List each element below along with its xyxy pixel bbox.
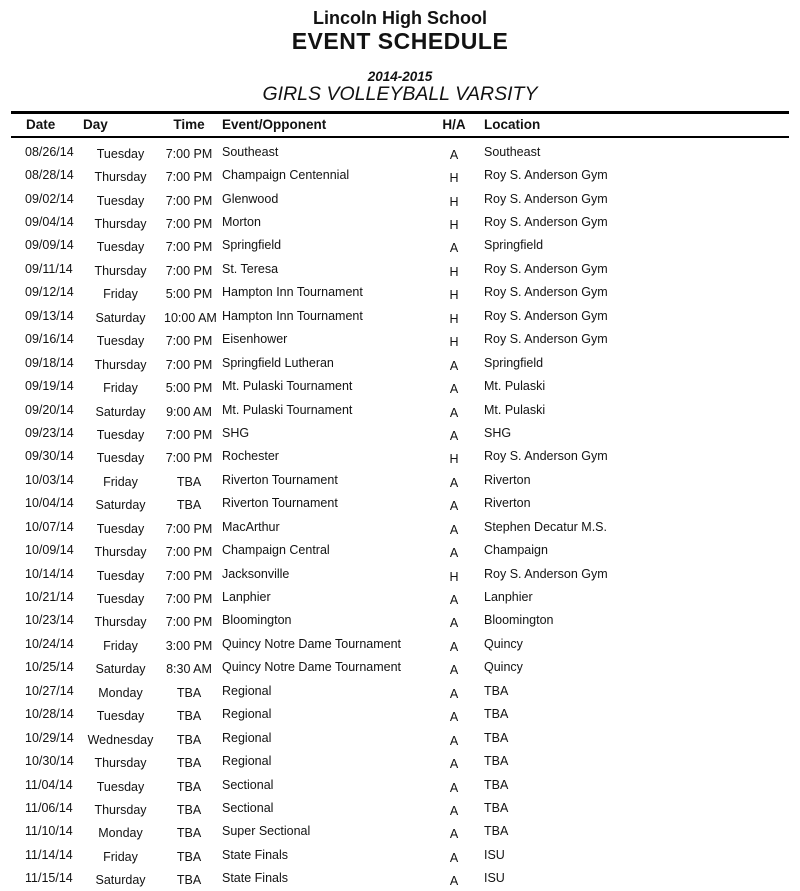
event-cell: Champaign Centennial bbox=[222, 168, 350, 183]
table-header-row bbox=[0, 114, 800, 136]
location-cell: TBA bbox=[484, 683, 509, 698]
event-cell: Riverton Tournament bbox=[222, 472, 338, 487]
event-cell: Springfield bbox=[222, 238, 282, 253]
ha-cell: A bbox=[449, 616, 459, 631]
date-cell: 09/16/14 bbox=[25, 332, 74, 347]
event-cell: Bloomington bbox=[222, 613, 292, 628]
location-cell: Southeast bbox=[484, 144, 541, 159]
table-row bbox=[0, 234, 800, 257]
table-row bbox=[0, 562, 800, 585]
day-cell: Tuesday bbox=[96, 193, 145, 208]
date-cell: 10/04/14 bbox=[25, 496, 74, 511]
event-cell: SHG bbox=[222, 425, 250, 440]
location-cell: TBA bbox=[484, 777, 509, 792]
event-cell: Champaign Central bbox=[222, 543, 330, 558]
time-cell: TBA bbox=[176, 685, 202, 700]
ha-cell: A bbox=[449, 850, 459, 865]
table-row bbox=[0, 421, 800, 444]
ha-cell: A bbox=[449, 241, 459, 256]
ha-cell: H bbox=[449, 264, 459, 279]
time-cell: 7:00 PM bbox=[165, 451, 213, 466]
ha-cell: A bbox=[449, 405, 459, 420]
time-cell: 7:00 PM bbox=[165, 217, 213, 232]
schedule-rows bbox=[0, 138, 800, 890]
day-cell: Thursday bbox=[94, 802, 147, 817]
table-row bbox=[0, 304, 800, 327]
school-name: Lincoln High School bbox=[313, 8, 487, 28]
time-cell: 7:00 PM bbox=[165, 193, 213, 208]
ha-cell: H bbox=[449, 311, 459, 326]
event-cell: Sectional bbox=[222, 800, 274, 815]
location-cell: Quincy bbox=[484, 636, 523, 651]
column-header-date: Date bbox=[26, 117, 56, 132]
date-cell: 10/28/14 bbox=[25, 707, 74, 722]
day-cell: Friday bbox=[103, 474, 138, 489]
event-cell: Mt. Pulaski Tournament bbox=[222, 379, 353, 394]
location-cell: Roy S. Anderson Gym bbox=[484, 215, 608, 230]
date-cell: 11/15/14 bbox=[25, 871, 73, 886]
day-cell: Thursday bbox=[94, 615, 147, 630]
day-cell: Saturday bbox=[95, 404, 146, 419]
table-row bbox=[0, 187, 800, 210]
time-cell: 10:00 AM bbox=[164, 310, 217, 325]
table-row bbox=[0, 632, 800, 655]
date-cell: 10/07/14 bbox=[25, 519, 74, 534]
event-cell: Mt. Pulaski Tournament bbox=[222, 402, 353, 417]
table-row bbox=[0, 210, 800, 233]
event-cell: Hampton Inn Tournament bbox=[222, 308, 363, 323]
date-cell: 09/19/14 bbox=[25, 379, 74, 394]
table-row bbox=[0, 656, 800, 679]
day-cell: Tuesday bbox=[96, 334, 145, 349]
event-cell: Super Sectional bbox=[222, 824, 311, 839]
location-cell: Mt. Pulaski bbox=[484, 379, 546, 394]
day-cell: Tuesday bbox=[96, 568, 145, 583]
table-row bbox=[0, 328, 800, 351]
date-cell: 09/30/14 bbox=[25, 449, 74, 464]
date-cell: 09/20/14 bbox=[25, 402, 74, 417]
location-cell: Lanphier bbox=[484, 590, 533, 605]
location-cell: Roy S. Anderson Gym bbox=[484, 449, 608, 464]
date-cell: 09/11/14 bbox=[25, 261, 73, 276]
date-cell: 09/04/14 bbox=[25, 215, 74, 230]
time-cell: 5:00 PM bbox=[165, 381, 213, 396]
ha-cell: A bbox=[449, 733, 459, 748]
ha-cell: A bbox=[449, 780, 459, 795]
table-row bbox=[0, 374, 800, 397]
date-cell: 11/14/14 bbox=[25, 847, 73, 862]
location-cell: Riverton bbox=[484, 472, 531, 487]
event-cell: State Finals bbox=[222, 847, 289, 862]
day-cell: Tuesday bbox=[96, 779, 145, 794]
event-cell: Sectional bbox=[222, 777, 274, 792]
time-cell: 5:00 PM bbox=[165, 287, 213, 302]
table-row bbox=[0, 703, 800, 726]
table-row bbox=[0, 398, 800, 421]
date-cell: 11/10/14 bbox=[25, 824, 73, 839]
time-cell: 7:00 PM bbox=[165, 568, 213, 583]
time-cell: TBA bbox=[176, 732, 202, 747]
ha-cell: H bbox=[449, 288, 459, 303]
day-cell: Thursday bbox=[94, 545, 147, 560]
ha-cell: A bbox=[449, 475, 459, 490]
day-cell: Saturday bbox=[95, 662, 146, 677]
event-cell: MacArthur bbox=[222, 519, 280, 534]
table-row bbox=[0, 726, 800, 749]
time-cell: TBA bbox=[176, 849, 202, 864]
date-cell: 10/24/14 bbox=[25, 636, 74, 651]
day-cell: Saturday bbox=[95, 873, 146, 888]
table-row bbox=[0, 609, 800, 632]
event-cell: Quincy Notre Dame Tournament bbox=[222, 636, 402, 651]
time-cell: TBA bbox=[176, 779, 202, 794]
time-cell: 7:00 PM bbox=[165, 592, 213, 607]
event-cell: Regional bbox=[222, 707, 272, 722]
ha-cell: A bbox=[449, 546, 459, 561]
date-cell: 10/03/14 bbox=[25, 472, 74, 487]
day-cell: Saturday bbox=[95, 498, 146, 513]
time-cell: 7:00 PM bbox=[165, 170, 213, 185]
date-cell: 09/12/14 bbox=[25, 285, 74, 300]
table-row bbox=[0, 351, 800, 374]
table-row bbox=[0, 773, 800, 796]
location-cell: Roy S. Anderson Gym bbox=[484, 332, 608, 347]
ha-cell: A bbox=[449, 803, 459, 818]
ha-cell: A bbox=[449, 358, 459, 373]
ha-cell: H bbox=[449, 218, 459, 233]
ha-cell: A bbox=[449, 428, 459, 443]
time-cell: 7:00 PM bbox=[165, 545, 213, 560]
table-row bbox=[0, 140, 800, 163]
table-row bbox=[0, 585, 800, 608]
location-cell: TBA bbox=[484, 754, 509, 769]
time-cell: 8:30 AM bbox=[166, 662, 212, 677]
location-cell: Bloomington bbox=[484, 613, 554, 628]
date-cell: 11/04/14 bbox=[25, 777, 73, 792]
date-cell: 10/14/14 bbox=[25, 566, 74, 581]
location-cell: TBA bbox=[484, 800, 509, 815]
event-cell: Regional bbox=[222, 730, 272, 745]
day-cell: Friday bbox=[103, 638, 138, 653]
day-cell: Tuesday bbox=[96, 240, 145, 255]
day-cell: Saturday bbox=[95, 310, 146, 325]
team-subtitle: GIRLS VOLLEYBALL VARSITY bbox=[262, 83, 538, 105]
ha-cell: H bbox=[449, 569, 459, 584]
date-cell: 11/06/14 bbox=[25, 800, 73, 815]
location-cell: Roy S. Anderson Gym bbox=[484, 168, 608, 183]
ha-cell: A bbox=[449, 147, 459, 162]
event-cell: Quincy Notre Dame Tournament bbox=[222, 660, 402, 675]
event-cell: Regional bbox=[222, 683, 272, 698]
ha-cell: A bbox=[449, 499, 459, 514]
table-row bbox=[0, 445, 800, 468]
table-row bbox=[0, 468, 800, 491]
date-cell: 10/27/14 bbox=[25, 683, 74, 698]
location-cell: Stephen Decatur M.S. bbox=[484, 519, 607, 534]
time-cell: 7:00 PM bbox=[165, 263, 213, 278]
time-cell: 7:00 PM bbox=[165, 521, 213, 536]
location-cell: Roy S. Anderson Gym bbox=[484, 191, 608, 206]
ha-cell: H bbox=[449, 194, 459, 209]
table-row bbox=[0, 679, 800, 702]
location-cell: TBA bbox=[484, 824, 509, 839]
event-cell: Glenwood bbox=[222, 191, 279, 206]
event-cell: Lanphier bbox=[222, 590, 271, 605]
page-title: EVENT SCHEDULE bbox=[291, 28, 509, 54]
time-cell: TBA bbox=[176, 873, 202, 888]
event-cell: Southeast bbox=[222, 144, 279, 159]
table-row bbox=[0, 796, 800, 819]
location-cell: Springfield bbox=[484, 355, 544, 370]
time-cell: TBA bbox=[176, 709, 202, 724]
time-cell: 7:00 PM bbox=[165, 615, 213, 630]
day-cell: Friday bbox=[103, 381, 138, 396]
date-cell: 09/13/14 bbox=[25, 308, 74, 323]
column-header-ha: H/A bbox=[442, 117, 466, 132]
time-cell: TBA bbox=[176, 756, 202, 771]
table-row bbox=[0, 163, 800, 186]
event-cell: Morton bbox=[222, 215, 261, 230]
ha-cell: A bbox=[449, 686, 459, 701]
day-cell: Monday bbox=[98, 826, 143, 841]
day-cell: Tuesday bbox=[96, 592, 145, 607]
date-cell: 08/28/14 bbox=[25, 168, 74, 183]
ha-cell: A bbox=[449, 710, 459, 725]
day-cell: Thursday bbox=[94, 756, 147, 771]
table-row bbox=[0, 867, 800, 890]
event-cell: Eisenhower bbox=[222, 332, 288, 347]
column-header-day: Day bbox=[83, 117, 108, 132]
date-cell: 10/09/14 bbox=[25, 543, 74, 558]
time-cell: TBA bbox=[176, 826, 202, 841]
time-cell: 7:00 PM bbox=[165, 357, 213, 372]
date-cell: 09/23/14 bbox=[25, 425, 74, 440]
location-cell: ISU bbox=[484, 871, 505, 886]
ha-cell: H bbox=[449, 335, 459, 350]
day-cell: Thursday bbox=[94, 170, 147, 185]
ha-cell: H bbox=[449, 171, 459, 186]
event-cell: Hampton Inn Tournament bbox=[222, 285, 363, 300]
day-cell: Friday bbox=[103, 287, 138, 302]
day-cell: Tuesday bbox=[96, 146, 145, 161]
day-cell: Monday bbox=[98, 685, 143, 700]
event-cell: Springfield Lutheran bbox=[222, 355, 334, 370]
ha-cell: A bbox=[449, 593, 459, 608]
table-row bbox=[0, 749, 800, 772]
location-cell: SHG bbox=[484, 425, 512, 440]
document-header bbox=[0, 0, 800, 105]
location-cell: Mt. Pulaski bbox=[484, 402, 546, 417]
table-row bbox=[0, 843, 800, 866]
table-row bbox=[0, 820, 800, 843]
date-cell: 09/18/14 bbox=[25, 355, 74, 370]
ha-cell: A bbox=[449, 382, 459, 397]
event-cell: Regional bbox=[222, 754, 272, 769]
column-header-time: Time bbox=[173, 117, 205, 132]
ha-cell: H bbox=[449, 452, 459, 467]
date-cell: 10/30/14 bbox=[25, 754, 74, 769]
table-row bbox=[0, 515, 800, 538]
location-cell: Champaign bbox=[484, 543, 548, 558]
ha-cell: A bbox=[449, 757, 459, 772]
location-cell: Roy S. Anderson Gym bbox=[484, 261, 608, 276]
day-cell: Thursday bbox=[94, 217, 147, 232]
ha-cell: A bbox=[449, 827, 459, 842]
date-cell: 10/29/14 bbox=[25, 730, 74, 745]
day-cell: Thursday bbox=[94, 263, 147, 278]
event-cell: Rochester bbox=[222, 449, 279, 464]
time-cell: TBA bbox=[176, 474, 202, 489]
location-cell: Roy S. Anderson Gym bbox=[484, 566, 608, 581]
event-cell: St. Teresa bbox=[222, 261, 279, 276]
day-cell: Tuesday bbox=[96, 521, 145, 536]
date-cell: 10/25/14 bbox=[25, 660, 74, 675]
ha-cell: A bbox=[449, 522, 459, 537]
event-cell: Riverton Tournament bbox=[222, 496, 338, 511]
time-cell: 7:00 PM bbox=[165, 334, 213, 349]
table-row bbox=[0, 538, 800, 561]
date-cell: 10/21/14 bbox=[25, 590, 74, 605]
date-cell: 09/02/14 bbox=[25, 191, 74, 206]
location-cell: Riverton bbox=[484, 496, 531, 511]
day-cell: Friday bbox=[103, 849, 138, 864]
time-cell: TBA bbox=[176, 802, 202, 817]
time-cell: 7:00 PM bbox=[165, 240, 213, 255]
column-header-location: Location bbox=[484, 117, 541, 132]
table-row bbox=[0, 257, 800, 280]
time-cell: 9:00 AM bbox=[166, 404, 212, 419]
ha-cell: A bbox=[449, 663, 459, 678]
date-cell: 10/23/14 bbox=[25, 613, 74, 628]
season-label: 2014-2015 bbox=[367, 69, 433, 84]
column-header-event: Event/Opponent bbox=[222, 117, 327, 132]
location-cell: ISU bbox=[484, 847, 505, 862]
day-cell: Thursday bbox=[94, 357, 147, 372]
ha-cell: A bbox=[449, 874, 459, 889]
day-cell: Tuesday bbox=[96, 451, 145, 466]
location-cell: TBA bbox=[484, 730, 509, 745]
date-cell: 08/26/14 bbox=[25, 144, 74, 159]
day-cell: Wednesday bbox=[87, 732, 154, 747]
event-cell: Jacksonville bbox=[222, 566, 290, 581]
time-cell: 7:00 PM bbox=[165, 146, 213, 161]
date-cell: 09/09/14 bbox=[25, 238, 74, 253]
time-cell: 3:00 PM bbox=[165, 638, 213, 653]
time-cell: 7:00 PM bbox=[165, 427, 213, 442]
location-cell: Roy S. Anderson Gym bbox=[484, 308, 608, 323]
location-cell: Roy S. Anderson Gym bbox=[484, 285, 608, 300]
day-cell: Tuesday bbox=[96, 427, 145, 442]
location-cell: Quincy bbox=[484, 660, 523, 675]
table-row bbox=[0, 492, 800, 515]
location-cell: Springfield bbox=[484, 238, 544, 253]
time-cell: TBA bbox=[176, 498, 202, 513]
event-cell: State Finals bbox=[222, 871, 289, 886]
ha-cell: A bbox=[449, 639, 459, 654]
day-cell: Tuesday bbox=[96, 709, 145, 724]
location-cell: TBA bbox=[484, 707, 509, 722]
table-row bbox=[0, 281, 800, 304]
